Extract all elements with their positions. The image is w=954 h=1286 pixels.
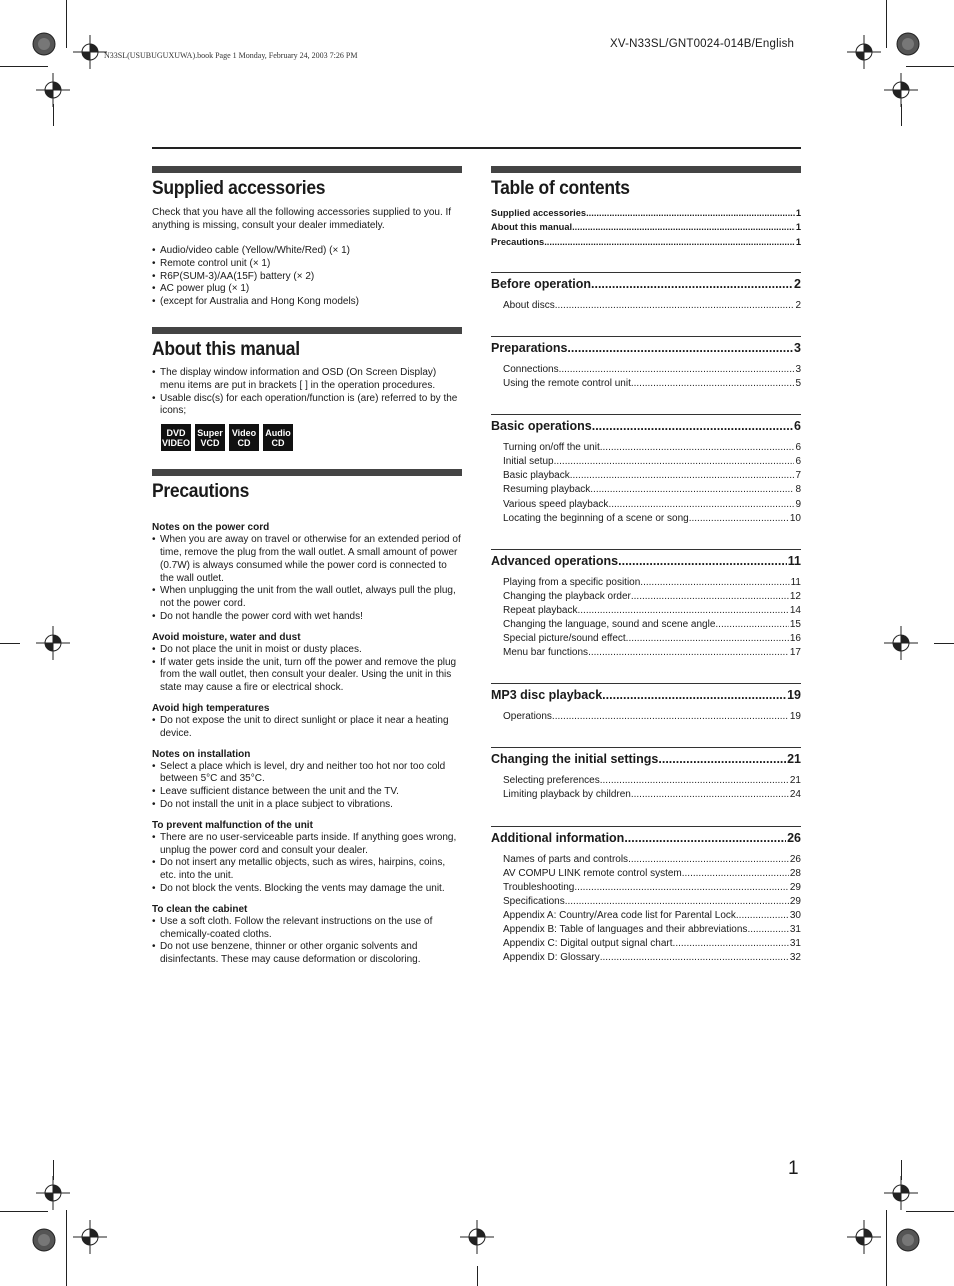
toc-subitems: [491, 853, 801, 966]
toc-leader: [631, 788, 789, 802]
toc-label: Basic operations: [491, 419, 592, 434]
toc-page: 28: [789, 867, 801, 879]
toc-leader: [555, 299, 795, 313]
section-bar: [152, 166, 462, 173]
crop-mark: [906, 66, 954, 67]
document-code: XV-N33SL/GNT0024-014B/English: [610, 38, 795, 50]
toc-label: Precautions: [491, 236, 545, 247]
toc-subitems: [491, 774, 801, 802]
toc-leader: [715, 618, 788, 632]
toc-group-rule: [491, 272, 801, 273]
toc-entry[interactable]: [503, 483, 801, 497]
precaution-list: [152, 715, 462, 741]
toc-label: Specifications: [503, 895, 565, 907]
list-item: • Do not handle the power cord with wet hands!: [152, 611, 462, 624]
crop-mark: [53, 1160, 54, 1180]
toc-group-rule: [491, 826, 801, 827]
registration-mark-icon: [847, 35, 881, 69]
registration-mark-icon: [884, 73, 918, 107]
toc-entry[interactable]: [491, 235, 801, 249]
section-title: Precautions: [152, 481, 250, 503]
toc-page: 26: [789, 853, 801, 865]
right-column: [491, 166, 801, 965]
toc-group-rule: [491, 549, 801, 550]
list-item: • Do not expose the unit to direct sunlight or place it near a heating device.: [152, 715, 462, 741]
toc-entry[interactable]: [503, 881, 801, 895]
about-list: [152, 367, 462, 418]
toc-leader: [736, 909, 789, 923]
toc-label: Resuming playback: [503, 484, 591, 496]
toc-page: 21: [789, 775, 801, 787]
toc-label: Changing the initial settings: [491, 752, 659, 767]
list-item: • If water gets inside the unit, turn off the power and remove the plug from the wall outlet, then consult your dealer. Using the unit in this state may cause a fire or electrical shock.: [152, 657, 462, 695]
registration-mark-icon: [884, 626, 918, 660]
toc-page: 16: [789, 633, 801, 645]
toc-entry[interactable]: [503, 951, 801, 965]
toc-leader: [590, 483, 794, 497]
toc-group: [491, 826, 801, 966]
toc-subitems: [491, 441, 801, 526]
audio-cd-icon: Audio CD: [263, 424, 293, 451]
toc-label: Using the remote control unit: [503, 378, 631, 390]
color-target-icon: [32, 1228, 56, 1252]
toc-entry[interactable]: [503, 363, 801, 377]
list-item: • There are no user-serviceable parts inside. If anything goes wrong, unplug the power cord and consult your dealer.: [152, 832, 462, 858]
toc-leader: [689, 512, 789, 526]
toc-leader: [624, 831, 786, 846]
toc-entry[interactable]: [503, 618, 801, 632]
toc-entry[interactable]: [491, 831, 801, 846]
toc-entry[interactable]: [503, 710, 801, 724]
precaution-heading: Notes on the power cord: [152, 522, 270, 534]
precaution-list: [152, 832, 462, 896]
toc-entry[interactable]: [503, 788, 801, 802]
toc-page: 3: [794, 340, 801, 355]
toc-subitems: [491, 299, 801, 313]
toc-entry[interactable]: [503, 576, 801, 590]
toc-label: Turning on/off the unit: [503, 442, 600, 454]
toc-page: 24: [789, 789, 801, 801]
left-column: [152, 166, 462, 967]
toc-group: [491, 414, 801, 526]
toc-page: 10: [789, 512, 801, 524]
toc-page: 29: [789, 881, 801, 893]
section-title: Supplied accessories: [152, 178, 326, 199]
toc-entry[interactable]: [491, 220, 801, 234]
toc-leader: [628, 853, 789, 867]
toc-entry[interactable]: [503, 867, 801, 881]
toc-group: [491, 336, 801, 391]
toc-page: 11: [790, 576, 801, 588]
registration-mark-icon: [884, 1176, 918, 1210]
crop-mark: [901, 1160, 902, 1180]
section-bar: [152, 469, 462, 476]
toc-page: 15: [789, 619, 801, 631]
toc-label: Additional information: [491, 830, 625, 845]
crop-mark: [886, 1210, 887, 1286]
intro-text: Check that you have all the following accessories supplied to you. If anything is missing, consult your dealer immediately.: [152, 207, 452, 231]
toc-entry[interactable]: [503, 604, 801, 618]
list-item: • Use a soft cloth. Follow the relevant instructions on the use of chemically-coated cloths.: [152, 916, 462, 942]
crop-mark: [0, 643, 20, 644]
crop-mark: [53, 104, 54, 126]
toc-entry[interactable]: [503, 441, 801, 455]
color-target-icon: [896, 1228, 920, 1252]
toc-page: 6: [794, 419, 801, 434]
toc-leader: [567, 341, 793, 356]
video-cd-icon: Video CD: [229, 424, 259, 451]
crop-mark: [0, 1211, 48, 1212]
toc-entry[interactable]: [503, 853, 801, 867]
toc-leader: [618, 554, 787, 569]
toc-group-rule: [491, 414, 801, 415]
crop-mark: [0, 66, 48, 67]
toc-leader: [552, 710, 789, 724]
toc-page: 31: [789, 924, 801, 936]
toc-page: 2: [795, 299, 801, 311]
toc-page: 5: [795, 378, 801, 390]
list-item: • Do not insert any metallic objects, such as wires, hairpins, coins, etc. into the unit.: [152, 857, 462, 883]
about-manual-section: [152, 327, 462, 451]
toc-leader: [592, 419, 793, 434]
toc-label: About discs: [503, 299, 555, 311]
list-item: • Select a place which is level, dry and neither too hot nor too cold between 5°C and 35°C.: [152, 761, 462, 787]
toc-entry[interactable]: [491, 554, 801, 569]
book-info: N33SL(USUBUGUXUWA).book Page 1 Monday, February 24, 2003 7:26 PM: [104, 51, 358, 60]
crop-mark: [934, 643, 954, 644]
precaution-heading: Avoid moisture, water and dust: [152, 631, 301, 643]
toc-page: 6: [795, 442, 801, 454]
toc-label: Selecting preferences: [503, 775, 600, 787]
toc-entry[interactable]: [491, 688, 801, 703]
precaution-list: [152, 761, 462, 812]
toc-leader: [600, 774, 789, 788]
crop-mark: [886, 0, 887, 48]
toc-subitems: [491, 363, 801, 391]
toc-label: Preparations: [491, 340, 568, 355]
toc-label: Repeat playback: [503, 604, 578, 616]
toc-leader: [673, 937, 789, 951]
toc-leader: [747, 923, 788, 937]
toc-group-rule: [491, 336, 801, 337]
toc-page: 3: [795, 363, 801, 375]
toc-label: Appendix B: Table of languages and their abbreviations: [503, 924, 748, 936]
toc-top-entries: [491, 206, 801, 249]
toc-label: MP3 disc playback: [491, 688, 603, 703]
section-title: About this manual: [152, 338, 300, 360]
toc-page: 9: [795, 498, 801, 510]
toc-page: 19: [787, 688, 801, 703]
toc-group: [491, 549, 801, 661]
toc-entry[interactable]: [503, 923, 801, 937]
toc-leader: [586, 206, 795, 220]
toc-group: [491, 272, 801, 313]
toc-label: Appendix C: Digital output signal chart: [503, 938, 673, 950]
toc-label: Advanced operations: [491, 553, 619, 568]
toc-label: Locating the beginning of a scene or song: [503, 512, 689, 524]
list-item: • When unplugging the unit from the wall outlet, always pull the plug, not the power cord.: [152, 585, 462, 611]
toc-page: 12: [789, 590, 801, 602]
toc-entry[interactable]: [503, 299, 801, 313]
toc-leader: [591, 277, 793, 292]
toc-entry[interactable]: [503, 895, 801, 909]
toc-page: 30: [789, 909, 801, 921]
super-vcd-icon: Super VCD: [195, 424, 225, 451]
registration-mark-icon: [847, 1220, 881, 1254]
list-item: • The display window information and OSD (On Screen Display) menu items are put in brackets [ ] in the operation procedures.: [152, 367, 462, 393]
toc-subitems: [491, 710, 801, 724]
precaution-groups: [152, 521, 462, 967]
toc-entry[interactable]: [503, 909, 801, 923]
toc-page: 31: [789, 938, 801, 950]
toc-page: 21: [787, 752, 801, 767]
list-note: [152, 296, 462, 309]
list-item: • Do not install the unit in a place subject to vibrations.: [152, 799, 462, 812]
toc-subitems: [491, 576, 801, 661]
section-bar: [152, 327, 462, 334]
toc-page: 1: [795, 222, 801, 233]
toc-page: 14: [789, 604, 801, 616]
list-item: • Usable disc(s) for each operation/function is (are) referred to by the icons;: [152, 393, 462, 419]
toc-groups: [491, 272, 801, 965]
toc-page: 17: [789, 647, 801, 659]
registration-mark-icon: [73, 35, 107, 69]
toc-label: Appendix A: Country/Area code list for Parental Lock: [503, 909, 736, 921]
list-item: • Remote control unit (× 1): [152, 258, 462, 271]
toc-title: Table of contents: [491, 178, 630, 199]
toc-leader: [570, 469, 795, 483]
toc-label: Names of parts and controls: [503, 853, 629, 865]
toc-entry[interactable]: [491, 206, 801, 220]
toc-page: 26: [787, 830, 801, 845]
toc-page: 8: [795, 484, 801, 496]
toc-label: Appendix D: Glossary: [503, 952, 600, 964]
toc-entry[interactable]: [491, 277, 801, 292]
toc-entry[interactable]: [491, 341, 801, 356]
toc-leader: [608, 498, 794, 512]
list-item: • R6P(SUM-3)/AA(15F) battery (× 2): [152, 271, 462, 284]
registration-mark-icon: [36, 1176, 70, 1210]
toc-group-rule: [491, 747, 801, 748]
precaution-heading: To clean the cabinet: [152, 903, 248, 915]
toc-label: Before operation: [491, 276, 592, 291]
toc-entry[interactable]: [503, 469, 801, 483]
toc-label: Basic playback: [503, 470, 570, 482]
color-target-icon: [896, 32, 920, 56]
toc-label: Connections: [503, 363, 559, 375]
crop-mark: [66, 0, 67, 48]
toc-leader: [572, 220, 795, 234]
crop-mark: [477, 1266, 478, 1286]
toc-leader: [588, 646, 789, 660]
section-bar: [491, 166, 801, 173]
toc-group: [491, 683, 801, 724]
list-item: • Do not block the vents. Blocking the vents may damage the unit.: [152, 883, 462, 896]
toc-page: 32: [789, 952, 801, 964]
crop-mark: [901, 104, 902, 126]
precautions-section: [152, 469, 462, 967]
page-number: 1: [788, 1158, 799, 1179]
list-item: • Do not use benzene, thinner or other organic solvents and disinfectants. These may cause deformation or discoloring.: [152, 941, 462, 967]
toc-label: AV COMPU LINK remote control system: [503, 867, 682, 879]
list-item: • Leave sufficient distance between the unit and the TV.: [152, 786, 462, 799]
toc-leader: [544, 235, 795, 249]
crop-mark: [906, 1211, 954, 1212]
toc-entry[interactable]: [503, 498, 801, 512]
precaution-heading: Avoid high temperatures: [152, 702, 270, 714]
toc-leader: [640, 576, 789, 590]
toc-leader: [682, 867, 789, 881]
toc-label: Troubleshooting: [503, 881, 575, 893]
note-text: (except for Australia and Hong Kong models): [160, 296, 359, 308]
toc-page: 6: [795, 456, 801, 468]
toc-label: Changing the playback order: [503, 590, 631, 602]
supplied-accessories-section: [152, 166, 462, 309]
toc-leader: [565, 895, 789, 909]
toc-leader: [559, 363, 795, 377]
dvd-video-icon: DVD VIDEO: [161, 424, 191, 451]
toc-label: Operations: [503, 711, 552, 723]
precaution-list: [152, 916, 462, 967]
precaution-heading: Notes on installation: [152, 748, 251, 760]
toc-leader: [600, 441, 795, 455]
toc-leader: [574, 881, 789, 895]
toc-leader: [626, 632, 789, 646]
toc-leader: [631, 377, 795, 391]
toc-leader: [602, 688, 786, 703]
registration-mark-icon: [73, 1220, 107, 1254]
precaution-list: [152, 644, 462, 695]
toc-entry[interactable]: [491, 752, 801, 767]
list-item: • AC power plug (× 1): [152, 283, 462, 296]
toc-entry[interactable]: [503, 632, 801, 646]
list-item: • Audio/video cable (Yellow/White/Red) (× 1): [152, 245, 462, 258]
toc-page: 11: [787, 553, 801, 568]
registration-mark-icon: [460, 1220, 494, 1254]
toc-page: 29: [789, 895, 801, 907]
toc-entry[interactable]: [503, 590, 801, 604]
color-target-icon: [32, 32, 56, 56]
registration-mark-icon: [36, 73, 70, 107]
toc-label: Changing the language, sound and scene angle: [503, 619, 716, 631]
toc-label: Limiting playback by children: [503, 789, 631, 801]
list-item: • When you are away on travel or otherwise for an extended period of time, remove the plug from the wall outlet. A small amount of power (0.7W) is always consumed while the power cord is connected to the wall outlet.: [152, 534, 462, 585]
precaution-heading: To prevent malfunction of the unit: [152, 819, 313, 831]
toc-label: Special picture/sound effect: [503, 633, 626, 645]
toc-entry[interactable]: [503, 937, 801, 951]
toc-entry[interactable]: [503, 774, 801, 788]
toc-page: 7: [795, 470, 801, 482]
toc-page: 2: [794, 276, 801, 291]
accessory-list: [152, 245, 462, 309]
top-rule: [152, 147, 801, 149]
toc-group-rule: [491, 683, 801, 684]
toc-label: Initial setup: [503, 456, 554, 468]
registration-mark-icon: [36, 626, 70, 660]
list-item: • Do not place the unit in moist or dusty places.: [152, 644, 462, 657]
toc-leader: [658, 752, 786, 767]
toc-label: Playing from a specific position: [503, 576, 641, 588]
toc-entry[interactable]: [491, 419, 801, 434]
toc-entry[interactable]: [503, 377, 801, 391]
toc-leader: [578, 604, 789, 618]
toc-label: Supplied accessories: [491, 208, 587, 218]
toc-leader: [600, 951, 789, 965]
toc-entry[interactable]: [503, 455, 801, 469]
toc-entry[interactable]: [503, 512, 801, 526]
precaution-list: [152, 534, 462, 624]
toc-page: 19: [789, 711, 801, 723]
crop-mark: [66, 1210, 67, 1286]
toc-leader: [631, 590, 789, 604]
disc-icons: [161, 424, 462, 451]
toc-leader: [554, 455, 795, 469]
toc-group: [491, 747, 801, 802]
toc-label: Various speed playback: [503, 498, 609, 510]
toc-label: About this manual: [491, 222, 573, 233]
toc-page: 1: [795, 236, 801, 247]
toc-page: 1: [795, 208, 801, 218]
toc-entry[interactable]: [503, 646, 801, 660]
toc-label: Menu bar functions: [503, 647, 589, 659]
